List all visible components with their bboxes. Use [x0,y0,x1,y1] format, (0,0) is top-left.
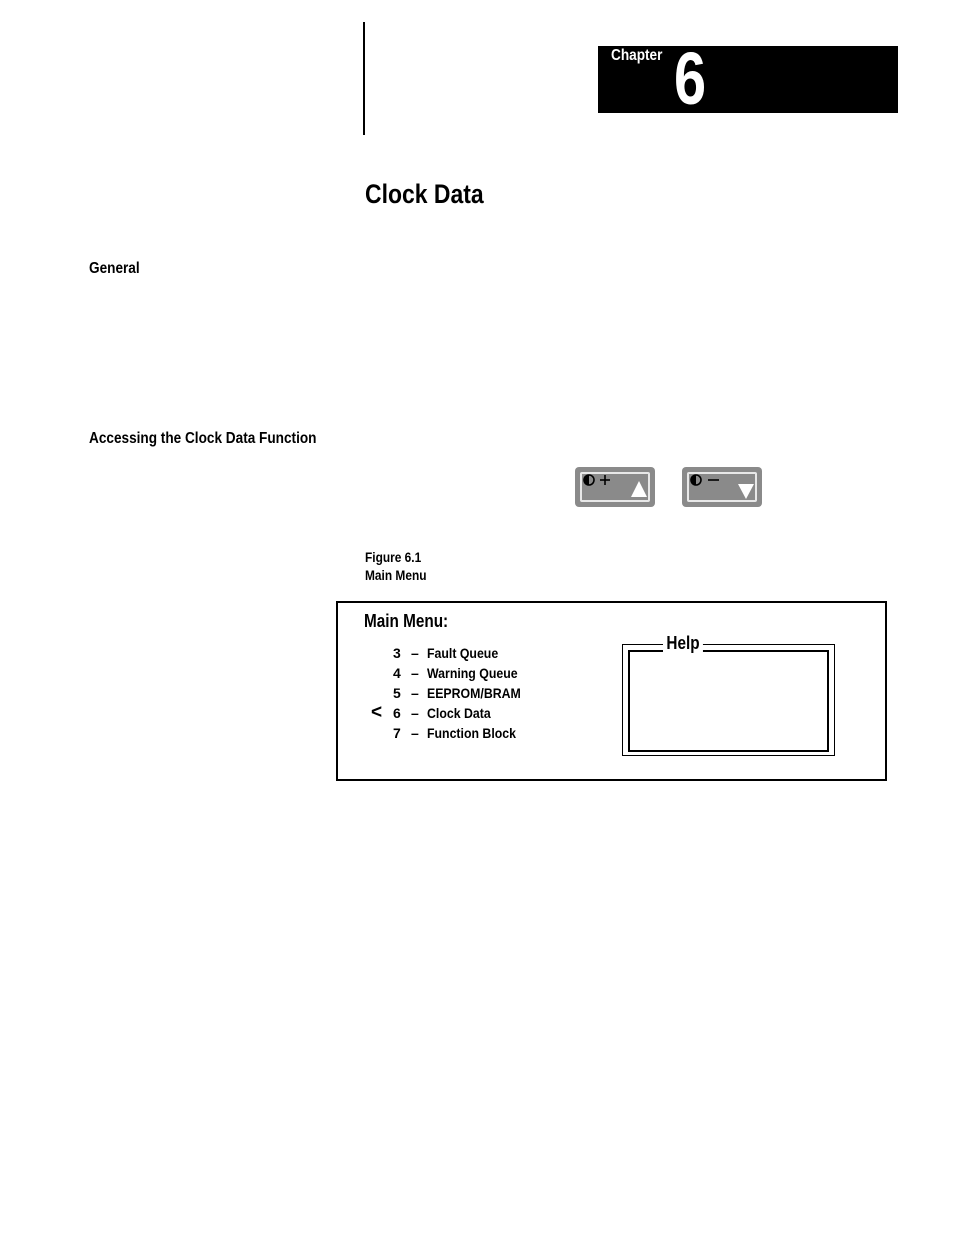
menu-item-dash: – [411,685,419,701]
page-title: Clock Data [365,179,484,209]
menu-item-dash: – [411,645,419,661]
chapter-label: Chapter [611,47,663,64]
chapter-banner [598,37,898,120]
menu-item-number: 5 [393,685,401,701]
menu-item-number: 3 [393,645,401,661]
decrease-key-button[interactable] [682,467,762,507]
figure-caption: Main Menu [365,567,427,583]
help-box-inner [628,650,829,752]
menu-item-number: 6 [393,705,401,721]
section-heading-general: General [89,260,140,277]
up-arrow-icon [575,467,655,507]
menu-item-label: Fault Queue [427,645,499,661]
main-menu-display [336,601,887,781]
help-box [622,633,835,756]
section-heading-accessing: Accessing the Clock Data Function [89,430,317,447]
menu-item-label: EEPROM/BRAM [427,685,521,701]
menu-item-dash: – [411,705,419,721]
menu-item-number: 7 [393,725,401,741]
down-arrow-icon [682,467,762,507]
margin-rule [363,22,365,135]
increase-key-button[interactable] [575,467,655,507]
menu-item-label: Clock Data [427,705,491,721]
chapter-number: 6 [674,37,707,120]
menu-item-number: 4 [393,665,401,681]
menu-item-label: Function Block [427,725,516,741]
menu-item-dash: – [411,725,419,741]
help-label: Help [663,633,703,654]
menu-item-label: Warning Queue [427,665,518,681]
figure-number: Figure 6.1 [365,549,422,565]
selection-cursor-icon: < [371,702,383,723]
main-menu-title: Main Menu: [364,611,449,631]
menu-item-dash: – [411,665,419,681]
